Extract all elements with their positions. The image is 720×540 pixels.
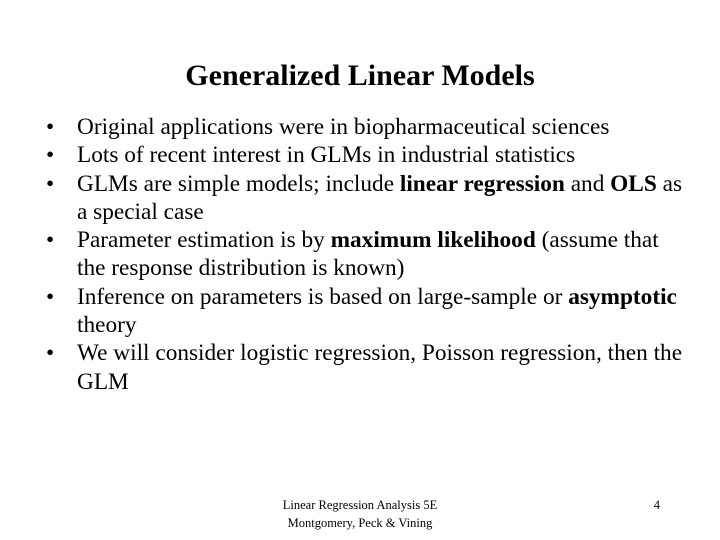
bullet-list <box>46 113 686 396</box>
bullet-text-run: Original applications were in biopharmaceutical sciences <box>77 114 610 140</box>
bullet-item <box>46 113 686 141</box>
bullet-text <box>77 171 682 225</box>
bullet-text <box>77 227 659 281</box>
bullet-text-run: theory <box>77 312 137 339</box>
bullet-icon: • <box>46 227 55 254</box>
bullet-item <box>46 339 686 396</box>
slide-title: Generalized Linear Models <box>185 59 535 92</box>
bullet-text-emphasis: asymptotic <box>568 283 677 310</box>
bullet-text-run: Parameter estimation is by <box>77 227 331 254</box>
bullet-text <box>77 114 609 140</box>
page-number: 4 <box>653 498 660 512</box>
footer-book-title: Linear Regression Analysis 5E <box>282 498 438 512</box>
footer-authors: Montgomery, Peck & Vining <box>287 516 433 530</box>
bullet-text-run: We will consider logistic regression, Poisson regression, then the GLM <box>77 340 683 395</box>
bullet-text-run: and <box>564 170 611 197</box>
bullet-text-run: Inference on parameters is based on large-sample or <box>77 283 569 310</box>
bullet-text <box>77 142 575 168</box>
bullet-item <box>46 283 686 340</box>
bullet-text-emphasis: linear regression <box>399 170 565 197</box>
bullet-text <box>77 340 682 394</box>
bullet-item <box>46 141 686 169</box>
bullet-icon: • <box>46 340 55 367</box>
bullet-icon: • <box>46 283 55 310</box>
bullet-text-run: GLMs are simple models; include <box>77 170 400 197</box>
bullet-text-emphasis: maximum likelihood <box>330 227 536 254</box>
bullet-icon: • <box>46 142 55 169</box>
bullet-text-run: as a special case <box>77 170 683 225</box>
bullet-text-emphasis: OLS <box>610 170 657 197</box>
bullet-item <box>46 226 686 283</box>
bullet-text-run: Lots of recent interest in GLMs in industrial statistics <box>77 142 576 169</box>
bullet-icon: • <box>46 170 55 197</box>
bullet-text-run: (assume that the response distribution is known) <box>77 227 659 282</box>
bullet-icon: • <box>46 114 55 140</box>
bullet-text <box>77 284 677 338</box>
bullet-item <box>46 170 686 227</box>
footer-citation <box>0 496 720 532</box>
